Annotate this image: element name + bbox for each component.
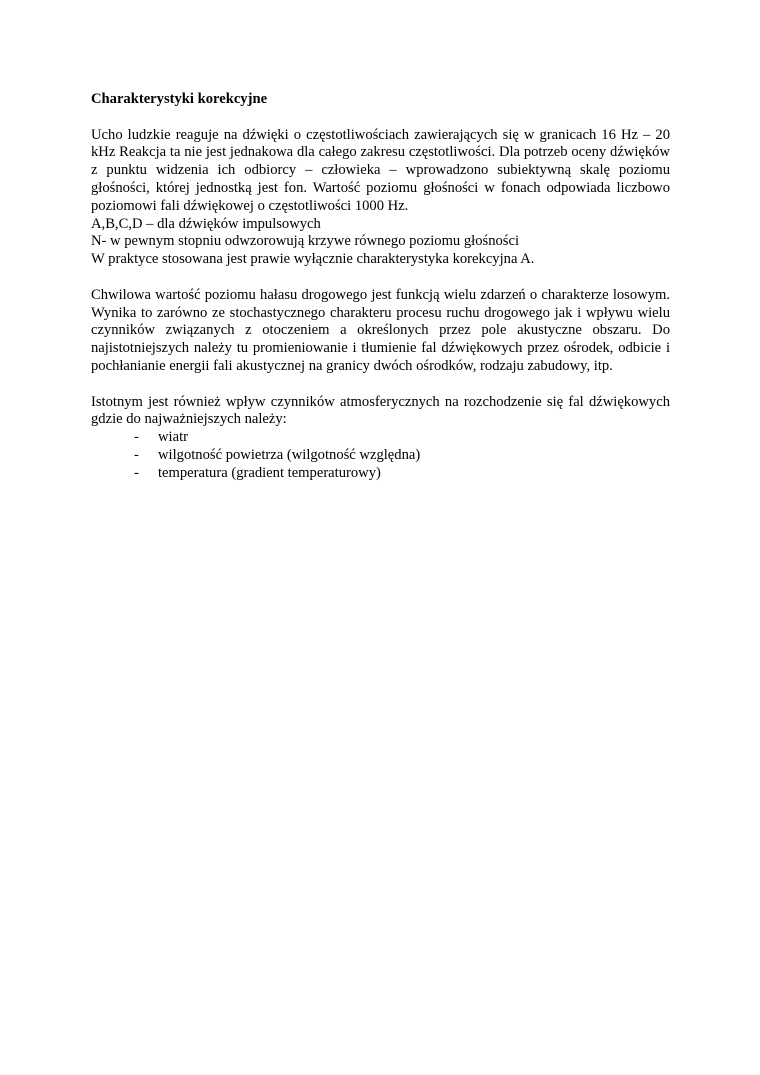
- list-item: [91, 447, 670, 465]
- document-page: [91, 91, 670, 500]
- list-item-text: wilgotność powietrza (wilgotność względna): [158, 446, 421, 463]
- list-item-text: temperatura (gradient temperaturowy): [158, 464, 381, 481]
- paragraph-road-noise: Chwilowa wartość poziomu hałasu drogowego jest funkcją wielu zdarzeń o charakterze losowym. Wynika to zarówno ze stochastycznego charakteru procesu ruchu drogowego jak i wpływu wielu czynników związanych z otoczeniem a określonych przez pole akustyczne obszaru. Do najistotniejszych należy tu promieniowanie i tłumienie fal dźwiękowych przez ośrodek, odbicie i pochłanianie energii fali akustycznej na granicy dwóch ośrodków, rodzaju zabudowy, itp.: [91, 286, 670, 374]
- list-item-text: wiatr: [158, 429, 188, 446]
- list-item: [91, 429, 670, 447]
- document-title: Charakterystyki korekcyjne: [91, 91, 268, 107]
- list-item: [91, 465, 670, 483]
- paragraph-atmospheric: Istotnym jest również wpływ czynników atmosferycznych na rozchodzenie się fal dźwiękowych gdzie do najważniejszych należy:: [91, 393, 670, 428]
- section-atmospheric: [91, 394, 670, 483]
- bullet-marker: -: [134, 446, 139, 463]
- factor-list: [91, 429, 670, 482]
- line-practice: W praktyce stosowana jest prawie wyłącznie charakterystyka korekcyjna A.: [91, 251, 535, 268]
- paragraph-loudness: Ucho ludzkie reaguje na dźwięki o częstotliwościach zawierających się w granicach 16 Hz – 20 kHz Reakcja ta nie jest jednakowa dla całego zakresu częstotliwości. Dla potrzeb oceny dźwięków z punktu widzenia ich odbiorcy – człowieka – wprowadzono subiektywną skalę poziomu głośności, której jednostką jest fon. Wartość poziomu głośności w fonach odpowiada liczbowo poziomowi fali dźwiękowej o częstotliwości 1000 Hz.: [91, 126, 670, 214]
- section-loudness: [91, 127, 670, 269]
- bullet-marker: -: [134, 464, 139, 481]
- bullet-marker: -: [134, 429, 139, 446]
- line-abcd-weighting: A,B,C,D – dla dźwięków impulsowych: [91, 215, 321, 232]
- line-n-weighting: N- w pewnym stopniu odwzorowują krzywe równego poziomu głośności: [91, 233, 520, 250]
